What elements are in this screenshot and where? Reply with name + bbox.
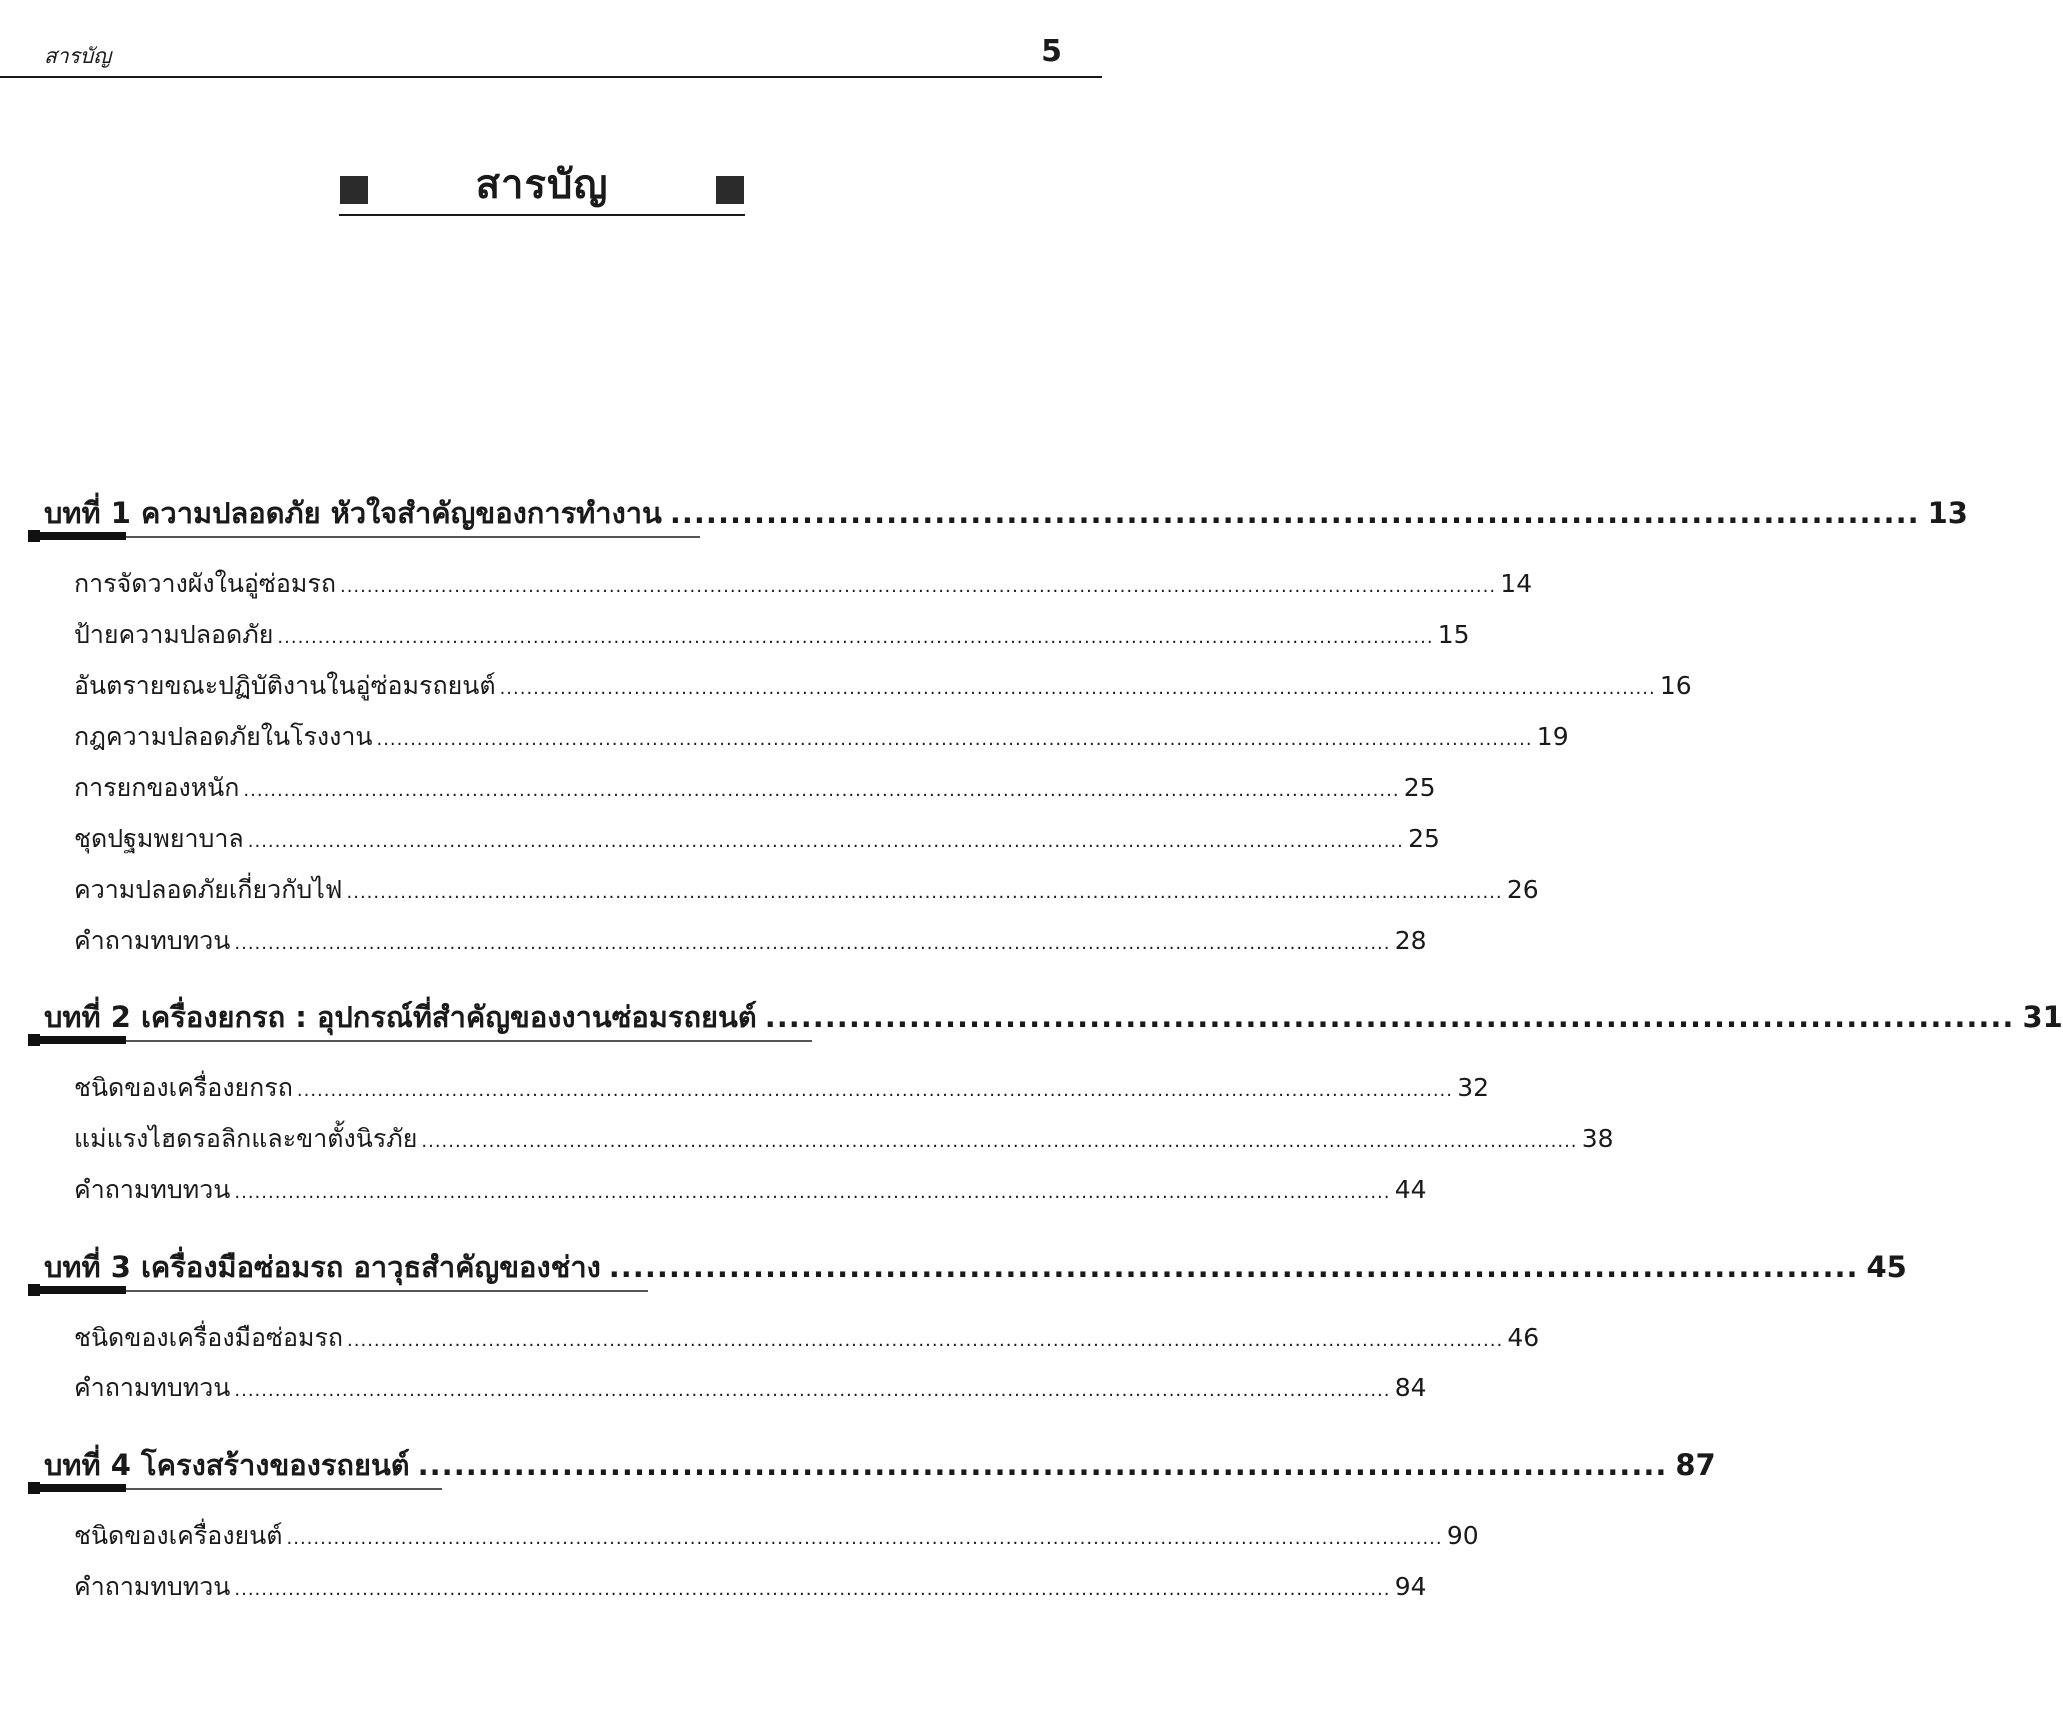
dot-leader: ............................................................................................................................................................................ [234,933,1391,954]
running-header [0,0,1102,78]
toc-entry[interactable] [74,1318,1540,1354]
toc-entry[interactable] [74,1567,1427,1603]
toc-entry[interactable] [74,666,1692,702]
dot-leader: ............................................................................................................................................................................ [247,831,1404,852]
square-bullet-icon [28,1034,40,1046]
entry-title: ป้ายความปลอดภัย [74,620,274,649]
entry-title: คำถามทบทวน [74,1572,231,1601]
chapter-page-number: 87 [1675,1448,1716,1482]
square-bullet-icon [28,1482,40,1494]
chapter-title: บทที่ 3 เครื่องมือซ่อมรถ อาวุธสำคัญของช่าง [44,1250,601,1284]
chapter-heading-1[interactable] [30,484,1968,544]
toc-entry[interactable] [74,819,1440,855]
entry-page-number: 94 [1394,1572,1427,1601]
toc-entry[interactable] [74,768,1436,804]
square-bullet-icon [28,1284,40,1296]
chapter-page-number: 45 [1866,1250,1907,1284]
entry-page-number: 44 [1394,1175,1427,1204]
entry-page-number: 25 [1408,824,1440,853]
entry-page-number: 46 [1507,1323,1540,1352]
dot-leader: ............................................................................................................................................................................ [296,1080,1454,1101]
entry-title: ชนิดของเครื่องมือซ่อมรถ [74,1323,344,1352]
chapter-heading-2[interactable] [30,988,2063,1048]
toc-heading [339,150,745,216]
dot-leader: ............................................................................................................................................................................ [277,627,1434,648]
entry-page-number: 14 [1500,569,1533,598]
entry-page-number: 28 [1394,926,1427,955]
toc-entry[interactable] [74,717,1569,753]
entry-page-number: 84 [1394,1373,1427,1402]
chapter-underline [36,536,700,538]
chapter-underline-accent [30,1484,126,1492]
chapter-underline-accent [30,1286,126,1294]
entry-page-number: 38 [1581,1124,1614,1153]
entry-title: อันตรายขณะปฏิบัติงานในอู่ซ่อมรถยนต์ [74,671,496,700]
dot-leader: ............................................................................................................................................................................ [376,729,1533,750]
entry-title: คำถามทบทวน [74,1373,231,1402]
entry-title: การยกของหนัก [74,773,240,802]
toc-entry[interactable] [74,921,1427,957]
chapter-heading-3[interactable] [30,1238,1907,1298]
toc-entry[interactable] [74,1170,1427,1206]
entry-title: แม่แรงไฮดรอลิกและขาตั้งนิรภัย [74,1124,418,1153]
toc-entry[interactable] [74,870,1539,906]
dot-leader: ........................................................................................................ [608,1250,1859,1284]
page-number: 5 [1041,34,1062,69]
entry-title: ชนิดของเครื่องยกรถ [74,1073,293,1102]
entry-title: ชุดปฐมพยาบาล [74,824,244,853]
entry-title: ชนิดของเครื่องยนต์ [74,1521,283,1550]
entry-page-number: 90 [1446,1521,1479,1550]
entry-page-number: 32 [1457,1073,1490,1102]
chapter-heading-4[interactable] [30,1436,1716,1496]
chapter-title: บทที่ 4 โครงสร้างของรถยนต์ [44,1448,410,1482]
dot-leader: ........................................................................................................ [417,1448,1668,1482]
entry-title: คำถามทบทวน [74,926,231,955]
dot-leader: ............................................................................................................................................................................ [234,1380,1391,1401]
chapter-title: บทที่ 1 ความปลอดภัย หัวใจสำคัญของการทำงาน [44,496,662,530]
entry-title: การจัดวางผังในอู่ซ่อมรถ [74,569,336,598]
dot-leader: ............................................................................................................................................................................ [243,780,1400,801]
chapter-underline [36,1290,648,1292]
chapter-page-number: 31 [2022,1000,2063,1034]
dot-leader: ............................................................................................................................................................................ [339,576,1497,597]
dot-leader: ............................................................................................................................................................................ [347,1330,1504,1351]
chapter-page-number: 13 [1927,496,1968,530]
running-title: สารบัญ [44,44,112,68]
chapter-underline-accent [30,1036,126,1044]
entry-page-number: 19 [1536,722,1569,751]
square-bullet-icon [716,176,744,204]
toc-entry[interactable] [74,615,1470,651]
dot-leader: ............................................................................................................................................................................ [234,1579,1391,1600]
toc-entry[interactable] [74,1516,1479,1552]
entry-page-number: 25 [1403,773,1436,802]
chapter-title: บทที่ 2 เครื่องยกรถ : อุปกรณ์ที่สำคัญของงานซ่อมรถยนต์ [44,1000,757,1034]
chapter-underline [36,1040,812,1042]
entry-title: คำถามทบทวน [74,1175,231,1204]
toc-entry[interactable] [74,1368,1427,1404]
toc-entry[interactable] [74,1068,1490,1104]
dot-leader: ............................................................................................................................................................................ [421,1131,1578,1152]
toc-entry[interactable] [74,1119,1614,1155]
entry-title: ความปลอดภัยเกี่ยวกับไฟ [74,875,343,904]
entry-page-number: 16 [1659,671,1692,700]
chapter-underline-accent [30,532,126,540]
square-bullet-icon [28,530,40,542]
dot-leader: ........................................................................................................ [764,1000,2015,1034]
dot-leader: ............................................................................................................................................................................ [499,678,1656,699]
dot-leader: ............................................................................................................................................................................ [286,1528,1443,1549]
dot-leader: ............................................................................................................................................................................ [234,1182,1391,1203]
entry-page-number: 26 [1506,875,1539,904]
entry-title: กฎความปลอดภัยในโรงงาน [74,722,373,751]
toc-title: สารบัญ [475,162,609,208]
dot-leader: ............................................................................................................................................................................ [346,882,1503,903]
toc-entry[interactable] [74,564,1533,600]
entry-page-number: 15 [1437,620,1470,649]
dot-leader: ........................................................................................................ [669,496,1920,530]
